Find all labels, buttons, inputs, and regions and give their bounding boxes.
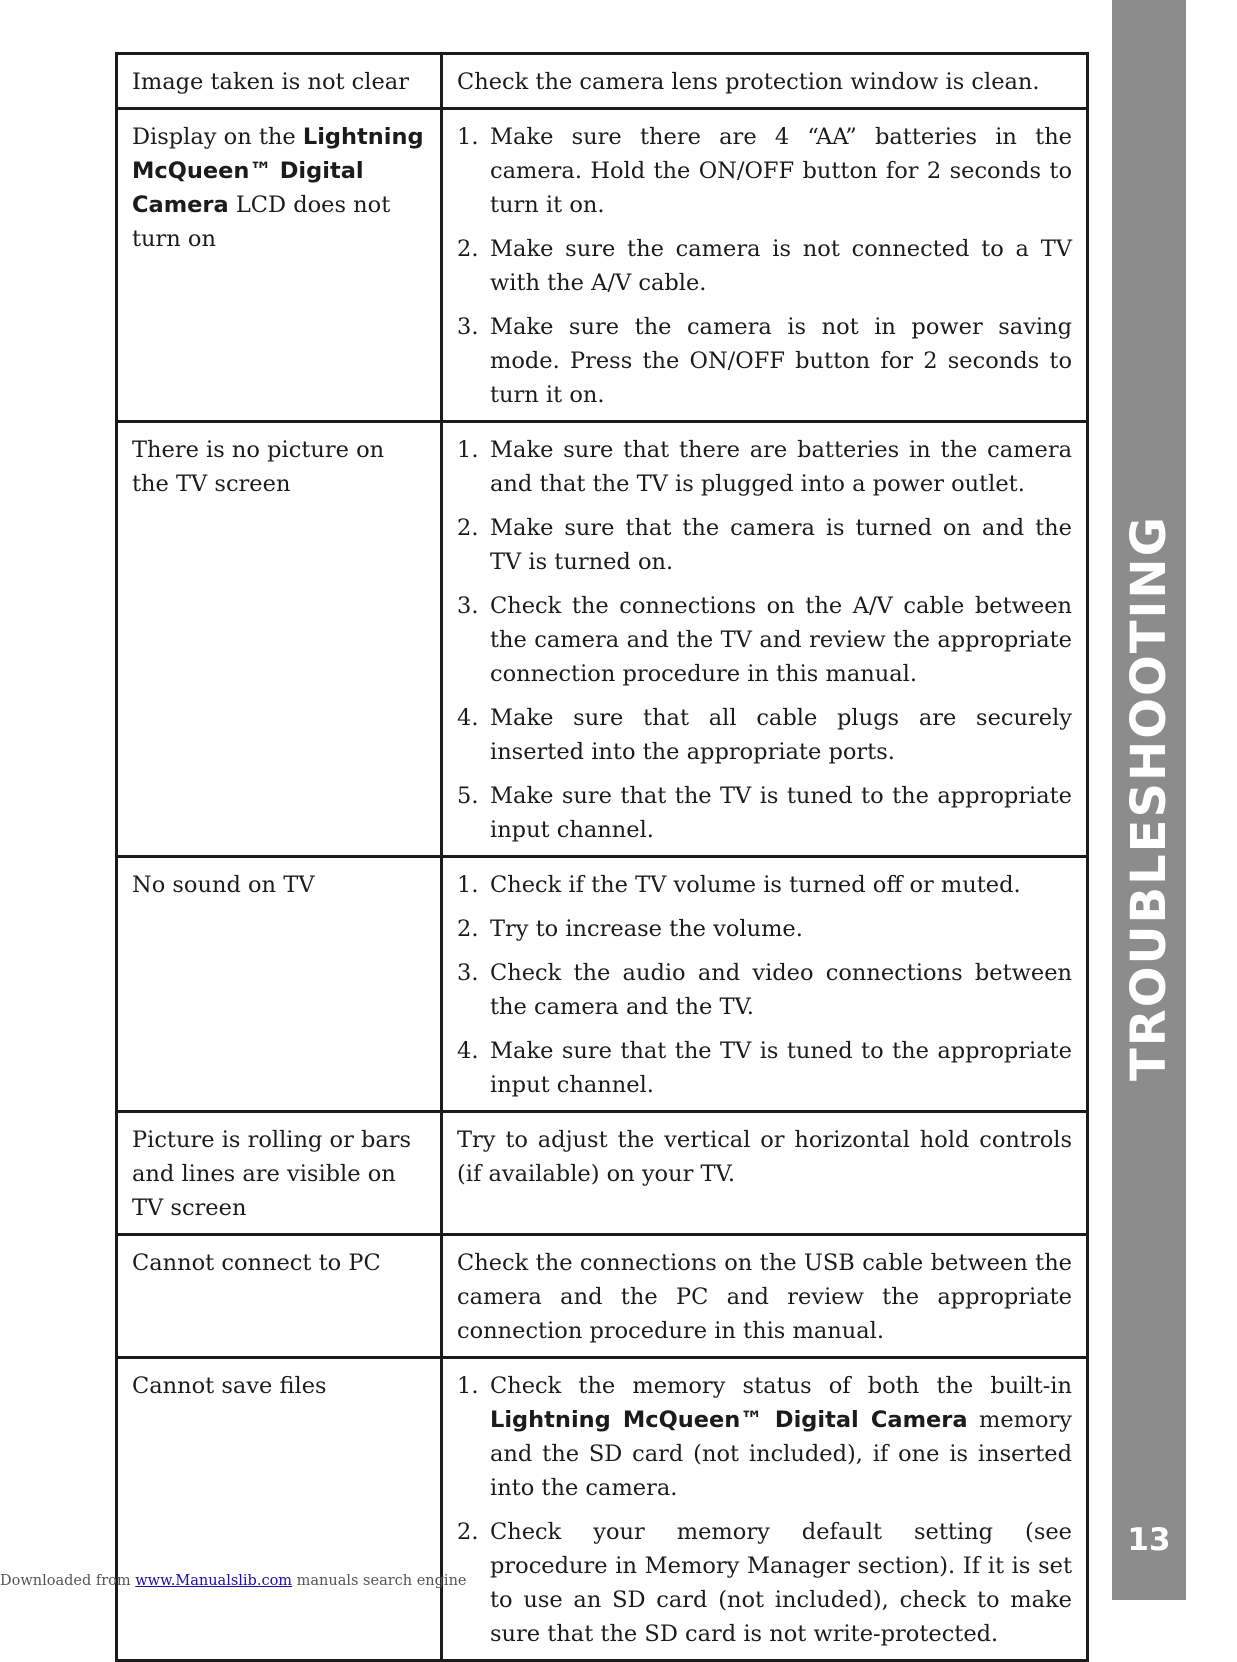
solution-cell: Check the connections on the USB cable between the camera and the PC and review the appropriate connection procedure in this manual. xyxy=(442,1235,1088,1358)
steps-list xyxy=(457,433,1072,847)
manualslib-link[interactable]: www.Manualslib.com xyxy=(135,1573,293,1589)
list-item: 3. Make sure the camera is not in power saving mode. Press the ON/OFF button for 2 seconds to turn it on. xyxy=(457,314,1072,408)
list-item: 3. Check the audio and video connections between the camera and the TV. xyxy=(457,960,1072,1020)
side-title: TROUBLESHOOTING xyxy=(1121,515,1177,1081)
table-row xyxy=(117,1358,1088,1661)
problem-cell: No sound on TV xyxy=(117,857,442,1112)
problem-cell: Cannot connect to PC xyxy=(117,1235,442,1358)
list-item: 2. Make sure the camera is not connected to a TV with the A/V cable. xyxy=(457,236,1072,296)
footer: Downloaded from www.Manualslib.com manuals search engine xyxy=(0,1573,467,1589)
troubleshooting-table xyxy=(115,52,1089,1662)
table-row xyxy=(117,422,1088,857)
page-number: 13 xyxy=(1127,1522,1171,1558)
list-item: 1. Make sure there are 4 “AA” batteries in the camera. Hold the ON/OFF button for 2 seconds to turn it on. xyxy=(457,124,1072,218)
list-item: 2. Check your memory default setting (see procedure in Memory Manager section). If it is set to use an SD card (not included), check to make sure that the SD card is not write-protected. xyxy=(457,1519,1072,1647)
list-item: 2. Make sure that the camera is turned on and the TV is turned on. xyxy=(457,515,1072,575)
table-row xyxy=(117,857,1088,1112)
table-row xyxy=(117,1112,1088,1235)
solution-cell: Try to adjust the vertical or horizontal hold controls (if available) on your TV. xyxy=(442,1112,1088,1235)
list-item: 4. Make sure that the TV is tuned to the appropriate input channel. xyxy=(457,1038,1072,1098)
list-item: 1. Check if the TV volume is turned off or muted. xyxy=(457,872,1021,898)
table-row xyxy=(117,1235,1088,1358)
solution-cell xyxy=(442,1358,1088,1661)
problem-cell: Cannot save files xyxy=(117,1358,442,1661)
problem-cell: There is no picture on the TV screen xyxy=(117,422,442,857)
solution-cell: Check the camera lens protection window is clean. xyxy=(442,54,1088,109)
list-item: 3. Check the connections on the A/V cable between the camera and the TV and review the appropriate connection procedure in this manual. xyxy=(457,593,1072,687)
steps-list xyxy=(457,120,1072,412)
problem-cell: Image taken is not clear xyxy=(117,54,442,109)
problem-cell: Display on the Lightning McQueen™ Digital Camera LCD does not turn on xyxy=(117,109,442,422)
solution-cell xyxy=(442,109,1088,422)
solution-cell xyxy=(442,857,1088,1112)
list-item: 5. Make sure that the TV is tuned to the appropriate input channel. xyxy=(457,783,1072,843)
table-row xyxy=(117,54,1088,109)
steps-list xyxy=(457,868,1072,1102)
list-item: 1. Check the memory status of both the built-in Lightning McQueen™ Digital Camera memory and the SD card (not included), if one is inserted into the camera. xyxy=(457,1373,1073,1501)
steps-list xyxy=(457,1369,1072,1651)
list-item: 2. Try to increase the volume. xyxy=(457,916,803,942)
table-row xyxy=(117,109,1088,422)
problem-cell: Picture is rolling or bars and lines are visible on TV screen xyxy=(117,1112,442,1235)
list-item: 1. Make sure that there are batteries in the camera and that the TV is plugged into a power outlet. xyxy=(457,437,1072,497)
solution-cell xyxy=(442,422,1088,857)
list-item: 4. Make sure that all cable plugs are securely inserted into the appropriate ports. xyxy=(457,705,1072,765)
